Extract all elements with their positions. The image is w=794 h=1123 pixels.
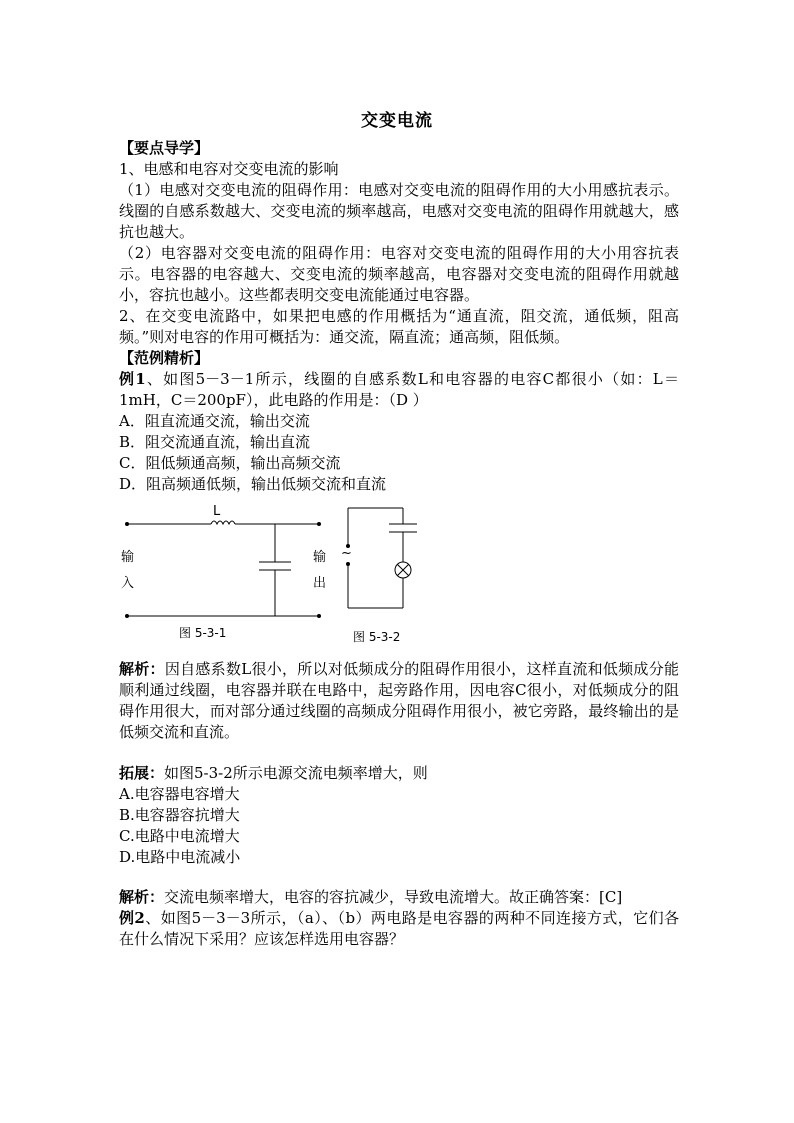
analysis1-block	[119, 659, 679, 743]
fig2-source-terminal	[347, 563, 350, 566]
fig1-terminal	[126, 523, 129, 526]
figures-area	[119, 500, 419, 650]
extension-label: 拓展：	[119, 764, 165, 782]
extension-option-d: D.电路中电流减小	[119, 848, 241, 866]
analysis2-paragraph	[119, 887, 679, 908]
circuit-fig1	[126, 521, 321, 618]
item1-title: 1、电感和电容对交变电流的影响	[119, 160, 339, 178]
analysis2-block	[119, 887, 679, 950]
inductor-label: L	[213, 504, 221, 519]
example1-option-c: C．阻低频通高频，输出高频交流	[119, 454, 341, 472]
page-title: 交变电流	[361, 111, 433, 131]
analysis1-text: 因自感系数L很小，所以对低频成分的阻碍作用很小，这样直流和低频成分能顺利通过线圈，电容器并联在电路中，起旁路作用，因电容C很小，对低频成分的阻碍作用很大，而对部分通过线圈的高频成分阻碍作用很小，被它旁路，最终输出的是低频交流和直流。	[119, 660, 679, 741]
circuit-fig2	[347, 508, 418, 608]
example2-text: 、如图5－3－3所示，（a）、（b）两电路是电容器的两种不同连接方式，它们各在什么情况下采用？应该怎样选用电容器？	[119, 909, 680, 948]
extension-text: 如图5-3-2所示电源交流电频率增大，则	[164, 764, 428, 782]
extension-option-a: A.电容器电容增大	[119, 785, 240, 803]
ac-source-symbol: ~	[341, 546, 352, 561]
extension-option-b: B.电容器容抗增大	[119, 806, 240, 824]
analysis1-paragraph	[119, 659, 679, 743]
example1-label: 例1	[119, 370, 146, 388]
example1-text: 、如图5－3－1所示，线圈的自感系数L和电容器的电容C都很小（如：L＝1mH，C＝200pF），此电路的作用是：（D ）	[119, 370, 680, 409]
fig1-output-label-2: 出	[313, 576, 327, 591]
extension-question	[119, 763, 679, 784]
inductor-coil	[211, 521, 235, 524]
fig1-output-label-1: 输	[313, 550, 327, 565]
fig1-caption: 图 5-3-1	[179, 626, 227, 640]
example1-question	[119, 369, 679, 411]
analysis1-label: 解析：	[119, 660, 165, 678]
example1-option-b: B．阻交流通直流，输出直流	[119, 433, 311, 451]
fig1-terminal	[126, 615, 129, 618]
key-points-block	[119, 138, 679, 495]
fig1-input-label-2: 入	[121, 576, 135, 591]
analysis2-text: 交流电频率增大，电容的容抗减少，导致电流增大。故正确答案：[C]	[164, 888, 623, 906]
fig2-caption: 图 5-3-2	[353, 630, 401, 644]
section-heading-examples: 【范例精析】	[119, 349, 210, 367]
item1-paragraph-inductance: （1）电感对交变电流的阻碍作用：电感对交变电流的阻碍作用的大小用感抗表示。线圈的自感系数越大、交变电流的频率越高，电感对交变电流的阻碍作用就越大，感抗也越大。	[119, 181, 679, 241]
example1-option-d: D．阻高频通低频，输出低频交流和直流	[119, 475, 387, 493]
fig1-terminal	[318, 615, 321, 618]
section-heading-key-points: 【要点导学】	[119, 139, 210, 157]
item2-paragraph: 2、在交变电流路中，如果把电感的作用概括为“通直流，阻交流，通低频，阻高频。”则对电容的作用可概括为：通交流，隔直流；通高频，阻低频。	[119, 307, 679, 346]
extension-option-c: C.电路中电流增大	[119, 827, 240, 845]
example2-question	[119, 908, 679, 950]
example1-option-a: A．阻直流通交流，输出交流	[119, 412, 310, 430]
fig1-input-label-1: 输	[121, 550, 135, 565]
example2-label: 例2	[119, 909, 145, 927]
fig1-terminal	[318, 523, 321, 526]
analysis2-label: 解析：	[119, 888, 165, 906]
item1-paragraph-capacitance: （2）电容器对交变电流的阻碍作用：电容对交变电流的阻碍作用的大小用容抗表示。电容器的电容越大、交变电流的频率越高，电容器对交变电流的阻碍作用就越小，容抗也越小。这些都表明交变电流能通过电容器。	[119, 244, 679, 304]
extension-block	[119, 763, 679, 868]
